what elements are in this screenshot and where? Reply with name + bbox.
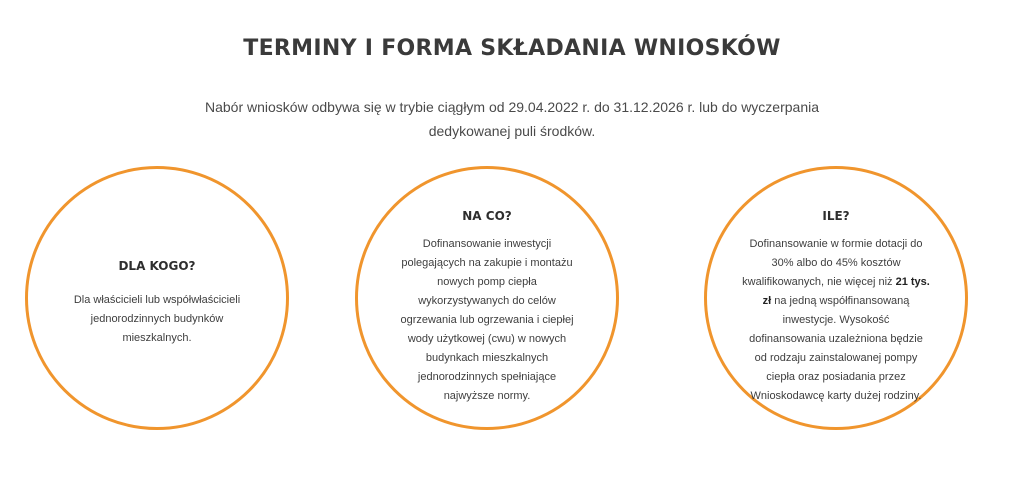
card-how-much-line: Wnioskodawcę karty dużej rodziny. xyxy=(750,389,922,402)
card-what-body xyxy=(387,235,587,406)
card-how-much-line: na jedną współfinansowaną xyxy=(771,294,910,307)
card-how-much-content xyxy=(731,209,941,406)
card-who-line: Dla właścicieli lub współwłaścicieli xyxy=(73,293,241,306)
card-what-line: jednorodzinnych spełniające xyxy=(417,370,557,383)
card-how-much xyxy=(704,166,968,430)
card-what-line: wody użytkowej (cwu) w nowych xyxy=(407,332,567,345)
card-how-much-line: ciepła oraz posiadania przez xyxy=(766,370,906,383)
card-what-content xyxy=(387,209,587,406)
intro-line-1: Nabór wniosków odbywa się w trybie ciągłym od 29.04.2022 r. do 31.12.2026 r. lub do wyczerpania xyxy=(204,99,820,115)
amount-value: 21 tys. xyxy=(895,275,930,288)
page-title: TERMINY I FORMA SKŁADANIA WNIOSKÓW xyxy=(243,36,781,61)
card-who xyxy=(25,166,289,430)
card-how-much-title: ILE? xyxy=(822,208,850,223)
card-how-much-line: 30% albo do 45% kosztów xyxy=(771,256,901,269)
card-how-much-line: Dofinansowanie w formie dotacji do xyxy=(749,237,923,250)
card-what-line: polegających na zakupie i montażu xyxy=(401,256,573,269)
card-who-line: jednorodzinnych budynków xyxy=(90,312,224,325)
card-who-content xyxy=(57,259,257,348)
card-how-much-line: od rodzaju zainstalowanej pompy xyxy=(754,351,918,364)
card-how-much-body xyxy=(731,235,941,406)
intro-line-2: dedykowanej puli środków. xyxy=(428,123,596,139)
card-what-line: ogrzewania lub ogrzewania i ciepłej xyxy=(400,313,574,326)
card-who-line: mieszkalnych. xyxy=(122,331,192,344)
card-how-much-line: dofinansowania uzależniona będzie xyxy=(749,332,923,345)
card-how-much-line: inwestycje. Wysokość xyxy=(782,313,890,326)
card-what xyxy=(355,166,619,430)
card-who-body xyxy=(57,291,257,348)
card-what-title: NA CO? xyxy=(462,208,512,223)
amount-currency: zł xyxy=(762,294,772,307)
card-what-line: nowych pomp ciepła xyxy=(437,275,537,288)
card-what-line: najwyższe normy. xyxy=(443,389,531,402)
card-who-title: DLA KOGO? xyxy=(118,258,196,273)
intro-text xyxy=(200,95,824,143)
card-what-line: Dofinansowanie inwestycji xyxy=(422,237,552,250)
card-what-line: wykorzystywanych do celów xyxy=(418,294,556,307)
card-what-line: budynkach mieszkalnych xyxy=(425,351,549,364)
card-how-much-line: kwalifikowanych, nie więcej niż xyxy=(742,275,896,288)
